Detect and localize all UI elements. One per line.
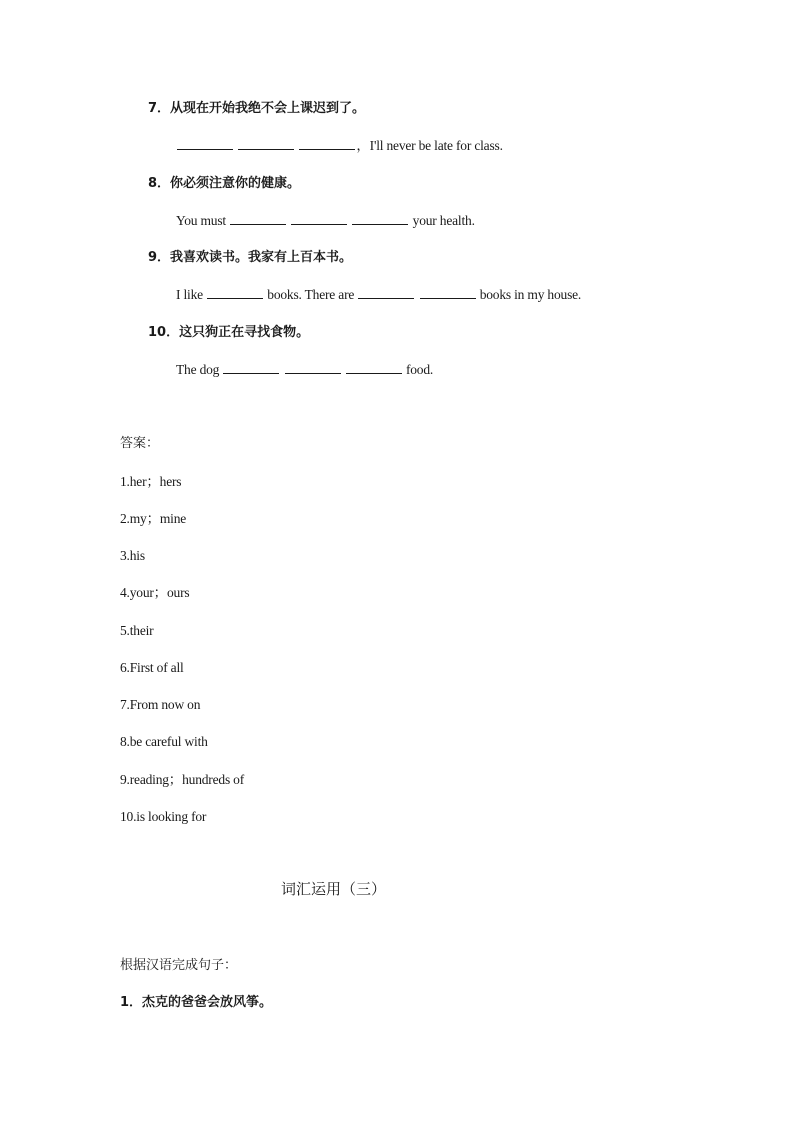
question-8-prompt: 8．你必须注意你的健康。 — [148, 176, 301, 191]
question-7-post: ，I'll never be late for class. — [356, 138, 503, 153]
blank[interactable] — [352, 213, 408, 225]
blank[interactable] — [223, 362, 279, 374]
answer-item: 1.her；hers — [120, 474, 182, 489]
answer-item: 10.is looking for — [120, 809, 207, 824]
question-10-prompt: 10．这只狗正在寻找食物。 — [148, 325, 310, 340]
answer-item: 9.reading；hundreds of — [120, 772, 245, 787]
answer-item: 2.my；mine — [120, 511, 187, 526]
question-8-answer-line — [176, 213, 475, 229]
question-8-pre: You must — [176, 213, 230, 228]
answer-item: 7.From now on — [120, 697, 201, 712]
question-10-answer-line — [176, 362, 433, 378]
blank[interactable] — [346, 362, 402, 374]
answer-item: 6.First of all — [120, 660, 184, 675]
question-10-post: food. — [402, 362, 434, 377]
blank[interactable] — [285, 362, 341, 374]
question-7-answer-line — [176, 138, 503, 154]
blank[interactable] — [420, 287, 476, 299]
blank[interactable] — [230, 213, 286, 225]
instruction: 根据汉语完成句子： — [120, 958, 238, 973]
question-9-prompt: 9．我喜欢读书。我家有上百本书。 — [148, 250, 353, 265]
section-title: 词汇运用（三） — [281, 880, 387, 898]
blank[interactable] — [358, 287, 414, 299]
answers-label: 答案： — [120, 436, 160, 451]
answer-item: 8.be careful with — [120, 734, 208, 749]
blank[interactable] — [238, 138, 294, 150]
answer-item: 4.your；ours — [120, 585, 190, 600]
blank[interactable] — [207, 287, 263, 299]
question-7-prompt: 7．从现在开始我绝不会上课迟到了。 — [148, 101, 366, 116]
question-9-pre: I like — [176, 287, 207, 302]
blank[interactable] — [177, 138, 233, 150]
answer-item: 3.his — [120, 548, 145, 563]
question-8-post: your health. — [409, 213, 475, 228]
answer-item: 5.their — [120, 623, 154, 638]
blank[interactable] — [299, 138, 355, 150]
question-10-pre: The dog — [176, 362, 223, 377]
question-1-prompt: 1．杰克的爸爸会放风筝。 — [120, 995, 273, 1010]
question-9-post: books in my house. — [476, 287, 582, 302]
question-9-mid: books. There are — [264, 287, 358, 302]
blank[interactable] — [291, 213, 347, 225]
question-9-answer-line — [176, 287, 581, 303]
